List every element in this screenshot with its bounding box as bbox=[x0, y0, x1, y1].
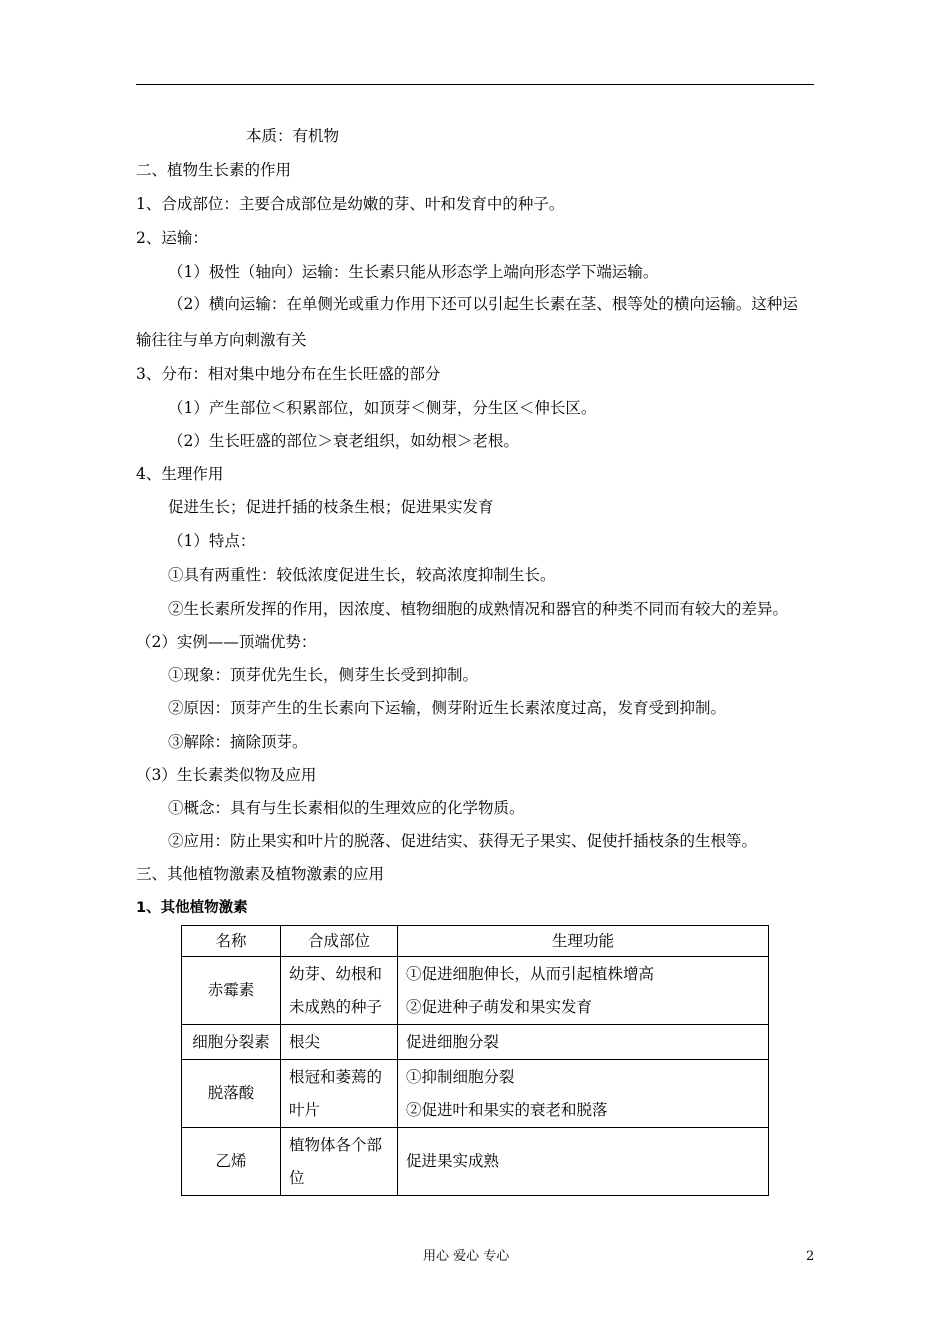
footer-motto: 用心 爱心 专心 bbox=[423, 1249, 510, 1264]
text-line-essence: 本质：有机物 bbox=[246, 127, 340, 145]
hormone-table bbox=[181, 925, 769, 1196]
text-line: （1）特点： bbox=[168, 532, 256, 550]
text-line: ③解除：摘除顶芽。 bbox=[168, 733, 308, 751]
table-row bbox=[182, 1025, 769, 1060]
table-title: 1、其他植物激素 bbox=[136, 900, 248, 916]
text-line: （3）生长素类似物及应用 bbox=[136, 766, 317, 784]
text-line: （2）生长旺盛的部位＞衰老组织，如幼根＞老根。 bbox=[168, 432, 519, 450]
text-line: （2）实例——顶端优势： bbox=[136, 633, 317, 651]
synthesis-site: 根冠和萎蔫的叶片 bbox=[281, 1060, 398, 1128]
hormone-name: 细胞分裂素 bbox=[182, 1025, 281, 1060]
text-line: 促进生长；促进扦插的枝条生根；促进果实发育 bbox=[168, 498, 494, 516]
text-line: 4、生理作用 bbox=[136, 465, 224, 483]
function-item: ①促进细胞伸长，从而引起植株增高 bbox=[406, 964, 655, 983]
text-line: 输往往与单方向刺激有关 bbox=[136, 331, 307, 349]
table-row bbox=[182, 957, 769, 1025]
text-line: ②生长素所发挥的作用，因浓度、植物细胞的成熟情况和器官的种类不同而有较大的差异。 bbox=[168, 600, 789, 618]
function-item: 促进细胞分裂 bbox=[406, 1032, 500, 1051]
header-rule bbox=[136, 84, 814, 85]
synthesis-site: 根尖 bbox=[281, 1025, 398, 1060]
function-item: ①抑制细胞分裂 bbox=[406, 1067, 515, 1086]
text-line: ②应用：防止果实和叶片的脱落、促进结实、获得无子果实、促使扦插枝条的生根等。 bbox=[168, 832, 758, 850]
page-number: 2 bbox=[806, 1249, 815, 1264]
section-heading-2: 二、植物生长素的作用 bbox=[136, 161, 292, 179]
function-cell bbox=[398, 1060, 769, 1128]
function-item: ②促进种子萌发和果实发育 bbox=[406, 997, 593, 1016]
section-heading-3: 三、其他植物激素及植物激素的应用 bbox=[136, 865, 385, 883]
synthesis-site: 幼芽、幼根和未成熟的种子 bbox=[281, 957, 398, 1025]
text-line: 1、合成部位：主要合成部位是幼嫩的芽、叶和发育中的种子。 bbox=[136, 195, 565, 213]
column-header-function: 生理功能 bbox=[398, 926, 769, 957]
text-line: 2、运输： bbox=[136, 229, 208, 247]
table-row bbox=[182, 1060, 769, 1128]
column-header-site: 合成部位 bbox=[281, 926, 398, 957]
text-line: ①概念：具有与生长素相似的生理效应的化学物质。 bbox=[168, 799, 525, 817]
table-row bbox=[182, 1128, 769, 1196]
function-item: 促进果实成熟 bbox=[406, 1152, 500, 1170]
text-line: ②原因：顶芽产生的生长素向下运输，侧芽附近生长素浓度过高，发育受到抑制。 bbox=[168, 699, 727, 717]
text-line: ①具有两重性：较低浓度促进生长，较高浓度抑制生长。 bbox=[168, 566, 556, 584]
column-header-name: 名称 bbox=[182, 926, 281, 957]
text-line: ①现象：顶芽优先生长，侧芽生长受到抑制。 bbox=[168, 666, 479, 684]
hormone-name: 脱落酸 bbox=[182, 1060, 281, 1128]
synthesis-site: 植物体各个部位 bbox=[281, 1128, 398, 1196]
text-line: （1）产生部位＜积累部位，如顶芽＜侧芽，分生区＜伸长区。 bbox=[168, 399, 597, 417]
function-cell bbox=[398, 957, 769, 1025]
hormone-name: 赤霉素 bbox=[182, 957, 281, 1025]
text-line: （1）极性（轴向）运输：生长素只能从形态学上端向形态学下端运输。 bbox=[168, 263, 659, 281]
table-header-row bbox=[182, 926, 769, 957]
function-cell bbox=[398, 1128, 769, 1196]
text-line: （2）横向运输：在单侧光或重力作用下还可以引起生长素在茎、根等处的横向运输。这种运 bbox=[168, 295, 798, 313]
function-item: ②促进叶和果实的衰老和脱落 bbox=[406, 1100, 608, 1119]
hormone-name: 乙烯 bbox=[182, 1128, 281, 1196]
function-cell bbox=[398, 1025, 769, 1060]
text-line: 3、分布：相对集中地分布在生长旺盛的部分 bbox=[136, 365, 441, 383]
